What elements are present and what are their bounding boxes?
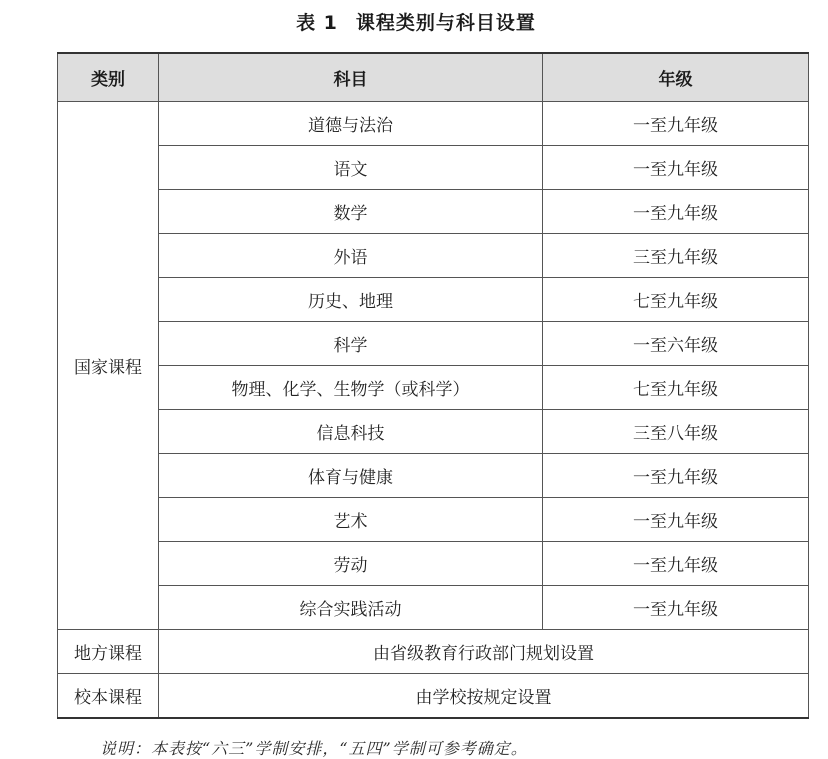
header-row [58, 53, 809, 102]
school-content-cell: 由学校按规定设置 [159, 674, 809, 719]
grade-cell: 三至八年级 [543, 410, 809, 454]
grade-cell: 一至九年级 [543, 586, 809, 630]
header-subject: 科目 [159, 53, 543, 102]
table-caption: 课程类别与科目设置 [355, 12, 536, 34]
table-row [58, 410, 809, 454]
course-table [57, 52, 809, 719]
grade-cell: 一至九年级 [543, 454, 809, 498]
grade-cell: 一至九年级 [543, 542, 809, 586]
category-national: 国家课程 [58, 102, 159, 630]
table-row [58, 542, 809, 586]
grade-cell: 一至九年级 [543, 146, 809, 190]
table-number: 表 1 [296, 12, 338, 34]
table-row [58, 146, 809, 190]
subject-cell: 信息科技 [159, 410, 543, 454]
subject-cell: 物理、化学、生物学（或科学） [159, 366, 543, 410]
table-row [58, 366, 809, 410]
category-school: 校本课程 [58, 674, 159, 719]
table-row-local [58, 630, 809, 674]
header-category: 类别 [58, 53, 159, 102]
table-row [58, 454, 809, 498]
subject-cell: 语文 [159, 146, 543, 190]
table-title [0, 8, 828, 35]
grade-cell: 一至六年级 [543, 322, 809, 366]
table-row [58, 234, 809, 278]
category-local: 地方课程 [58, 630, 159, 674]
header-grade: 年级 [543, 53, 809, 102]
subject-cell: 外语 [159, 234, 543, 278]
grade-cell: 一至九年级 [543, 498, 809, 542]
local-content-cell: 由省级教育行政部门规划设置 [159, 630, 809, 674]
grade-cell: 三至九年级 [543, 234, 809, 278]
grade-cell: 七至九年级 [543, 278, 809, 322]
table-row [58, 102, 809, 146]
subject-cell: 科学 [159, 322, 543, 366]
grade-cell: 一至九年级 [543, 102, 809, 146]
subject-cell: 体育与健康 [159, 454, 543, 498]
table-row-school [58, 674, 809, 719]
table-row [58, 586, 809, 630]
subject-cell: 劳动 [159, 542, 543, 586]
table-row [58, 498, 809, 542]
subject-cell: 数学 [159, 190, 543, 234]
grade-cell: 七至九年级 [543, 366, 809, 410]
table-row [58, 190, 809, 234]
subject-cell: 历史、地理 [159, 278, 543, 322]
table-row [58, 278, 809, 322]
subject-cell: 综合实践活动 [159, 586, 543, 630]
table-note: 说明：本表按“六三”学制安排，“五四”学制可参考确定。 [100, 739, 528, 758]
grade-cell: 一至九年级 [543, 190, 809, 234]
subject-cell: 道德与法治 [159, 102, 543, 146]
subject-cell: 艺术 [159, 498, 543, 542]
table-row [58, 322, 809, 366]
